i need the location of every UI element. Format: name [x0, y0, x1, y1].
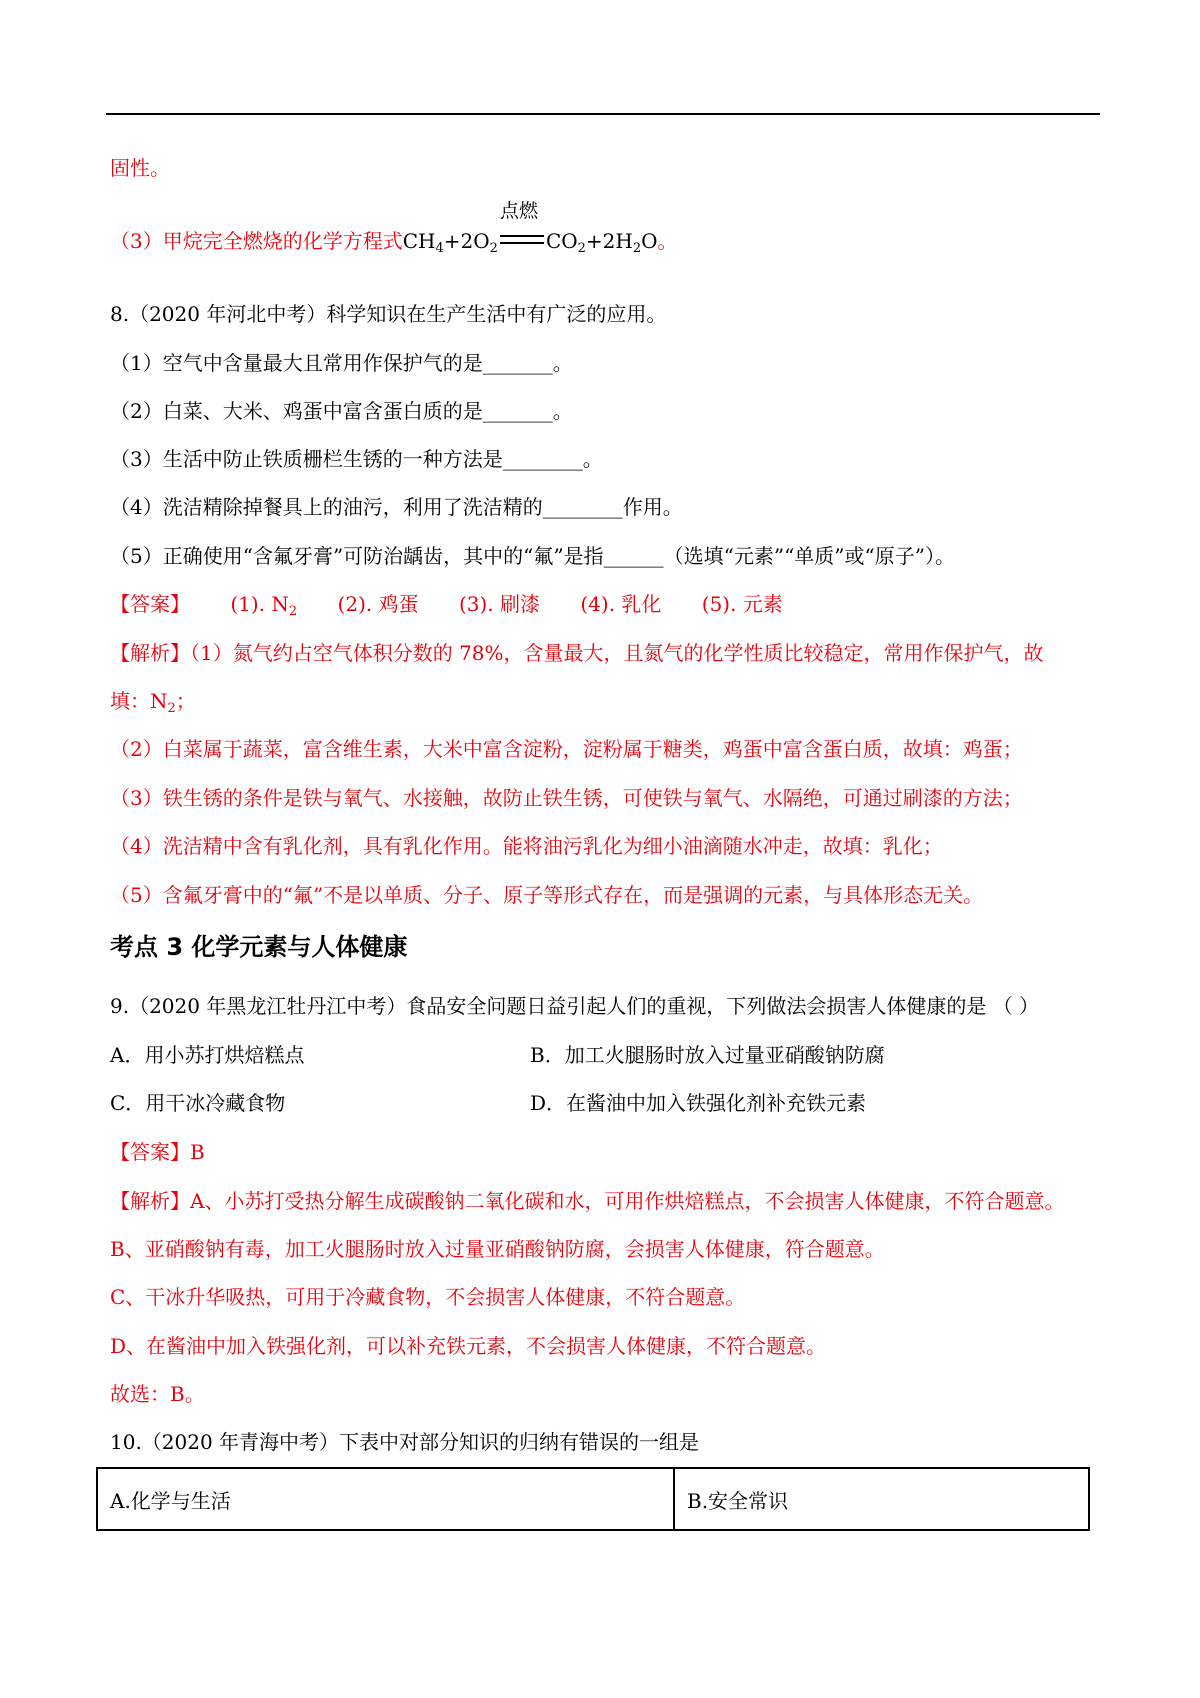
q8-analysis-line2: 填：$N_2$； [110, 689, 196, 716]
q8-answer-3: (3). 刷漆 [458, 592, 540, 616]
q8-analysis-3: （3）铁生锈的条件是铁与氧气、水接触，故防止铁生锈，可使铁与氧气、水隔绝，可通过刷漆的方法； [110, 786, 1023, 810]
q9-analysis-1: 【解析】A、小苏打受热分解生成碳酸钠二氧化碳和水，可用作烘焙糕点，不会损害人体健康，不符合题意。 [110, 1189, 1065, 1213]
q10-stem: 10.（2020 年青海中考）下表中对部分知识的归纳有错误的一组是 [110, 1430, 700, 1454]
q9-option-b: B．加工火腿肠时放入过量亚硝酸钠防腐 [530, 1043, 885, 1067]
q8-analysis-line2-prefix: 填：N [110, 689, 168, 713]
prev-answer-line1: 固性。 [110, 156, 170, 180]
q8-answer: 【答案】 (1). $N_2$ (2). 鸡蛋 (3). 刷漆 (4). 乳化 (5). 元素 [110, 592, 783, 619]
q9-analysis-5: 故选：B。 [110, 1382, 205, 1406]
prev-answer-line2-prefix: （3）甲烷完全燃烧的化学方程式 [110, 229, 403, 253]
q9-stem: 9.（2020 年黑龙江牡丹江中考）食品安全问题日益引起人们的重视，下列做法会损害人体健康的是 （ ） [110, 994, 1040, 1018]
q8-answer-2: (2). 鸡蛋 [337, 592, 419, 616]
q8-analysis-line2-suffix: ； [175, 689, 196, 713]
q8-sub-5: （5）正确使用“含氟牙膏”可防治龋齿，其中的“氟”是指______（选填“元素”“单质”或“原子”）。 [110, 544, 955, 568]
header-rule [106, 113, 1100, 115]
equation-condition: 点燃 [499, 200, 538, 222]
q8-stem: 8.（2020 年河北中考）科学知识在生产生活中有广泛的应用。 [110, 302, 667, 326]
q9-analysis-4: D、在酱油中加入铁强化剂，可以补充铁元素，不会损害人体健康，不符合题意。 [110, 1334, 827, 1358]
q8-answer-4: (4). 乳化 [580, 592, 662, 616]
table-cell-b: B.安全常识 [674, 1468, 1089, 1530]
table-row [97, 1468, 1089, 1530]
q8-sub-3: （3）生活中防止铁质栅栏生锈的一种方法是________。 [110, 447, 603, 471]
prev-answer-line2 [110, 200, 678, 256]
q8-sub-4: （4）洗洁精除掉餐具上的油污，利用了洗洁精的________作用。 [110, 495, 683, 519]
q8-answer-label: 【答案】 [110, 592, 190, 616]
equation-end: 。 [657, 229, 678, 253]
q9-option-c: C．用干冰冷藏食物 [110, 1091, 286, 1115]
methane-equation: $CH_4+2O_2$ 点燃 $CO_2+2H_2O$ [402, 200, 658, 256]
q9-option-d: D．在酱油中加入铁强化剂补充铁元素 [530, 1091, 867, 1115]
q8-answer-5: (5). 元素 [701, 592, 783, 616]
q8-answer-1: (1). N [230, 592, 289, 616]
q8-analysis-line1: 【解析】（1）氮气约占空气体积分数的 78%，含量最大，且氮气的化学性质比较稳定，常用作保护气，故 [110, 641, 1044, 665]
q8-analysis-4: （4）洗洁精中含有乳化剂，具有乳化作用。能将油污乳化为细小油滴随水冲走，故填：乳化； [110, 834, 943, 858]
q8-sub-2: （2）白菜、大米、鸡蛋中富含蛋白质的是_______。 [110, 399, 573, 423]
q9-option-a: A．用小苏打烘焙糕点 [110, 1043, 305, 1067]
q8-analysis-5: （5）含氟牙膏中的“氟”不是以单质、分子、原子等形式存在，而是强调的元素，与具体形态无关。 [110, 883, 984, 907]
section-heading: 考点 3 化学元素与人体健康 [110, 933, 408, 961]
q9-analysis-3: C、干冰升华吸热，可用于冷藏食物，不会损害人体健康，不符合题意。 [110, 1285, 746, 1309]
q9-answer: 【答案】B [110, 1140, 205, 1164]
q8-sub-1: （1）空气中含量最大且常用作保护气的是_______。 [110, 351, 573, 375]
q9-analysis-2: B、亚硝酸钠有毒，加工火腿肠时放入过量亚硝酸钠防腐，会损害人体健康，符合题意。 [110, 1237, 885, 1261]
table-cell-a: A.化学与生活 [97, 1468, 674, 1530]
q8-analysis-2: （2）白菜属于蔬菜，富含维生素，大米中富含淀粉，淀粉属于糖类，鸡蛋中富含蛋白质，故填：鸡蛋； [110, 737, 1023, 761]
q10-table [96, 1467, 1090, 1531]
